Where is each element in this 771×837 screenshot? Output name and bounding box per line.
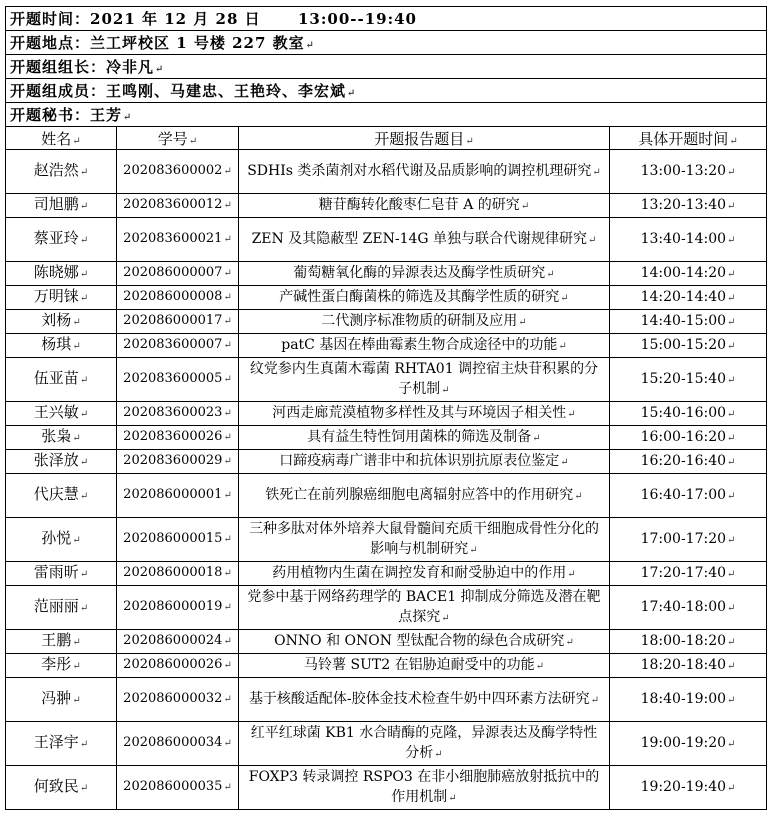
time-info bbox=[6, 7, 767, 31]
student-id-cell: 202086000034↵ bbox=[117, 722, 239, 766]
report-title-cell: ONNO 和 ONON 型钛配合物的绿色合成研究↵ bbox=[239, 630, 610, 654]
schedule-table bbox=[5, 6, 767, 810]
table-row bbox=[6, 678, 767, 722]
report-title-cell: SDHIs 类杀菌剂对水稻代谢及品质影响的调控机理研究↵ bbox=[239, 150, 610, 194]
table-row bbox=[6, 450, 767, 474]
schedule-rows bbox=[6, 150, 767, 810]
student-id-cell: 202086000024↵ bbox=[117, 630, 239, 654]
presentation-time-cell: 14:00-14:20↵ bbox=[610, 262, 767, 286]
members-label: 开题组成员： bbox=[10, 82, 107, 100]
student-id-cell: 202086000032↵ bbox=[117, 678, 239, 722]
table-row bbox=[6, 562, 767, 586]
student-name-cell: 刘杨↵ bbox=[6, 310, 117, 334]
table-row bbox=[6, 766, 767, 810]
report-title-cell: ZEN 及其隐蔽型 ZEN-14G 单独与联合代谢规律研究↵ bbox=[239, 218, 610, 262]
student-name-cell: 孙悦↵ bbox=[6, 518, 117, 562]
presentation-time-cell: 15:00-15:20↵ bbox=[610, 334, 767, 358]
student-id-cell: 202083600012↵ bbox=[117, 194, 239, 218]
student-id-cell: 202083600005↵ bbox=[117, 358, 239, 402]
student-name-cell: 雷雨昕↵ bbox=[6, 562, 117, 586]
table-row bbox=[6, 286, 767, 310]
report-title-cell: FOXP3 转录调控 RSPO3 在非小细胞肺癌放射抵抗中的作用机制↵ bbox=[239, 766, 610, 810]
secretary-info: 开题秘书：王芳↵ bbox=[6, 103, 767, 127]
presentation-time-cell: 18:40-19:00↵ bbox=[610, 678, 767, 722]
leader-label: 开题组组长： bbox=[10, 58, 107, 76]
presentation-time-cell: 18:20-18:40↵ bbox=[610, 654, 767, 678]
report-title-cell: 党参中基于网络药理学的 BACE1 抑制成分筛选及潜在靶点探究↵ bbox=[239, 586, 610, 630]
time-range-value: 13:00--19:40 bbox=[297, 10, 417, 28]
report-title-cell: 产碱性蛋白酶菌株的筛选及其酶学性质的研究↵ bbox=[239, 286, 610, 310]
report-title-cell: 河西走廊荒漠植物多样性及其与环境因子相关性↵ bbox=[239, 402, 610, 426]
presentation-time-cell: 13:20-13:40↵ bbox=[610, 194, 767, 218]
student-name-cell: 司旭鹏↵ bbox=[6, 194, 117, 218]
student-id-cell: 202083600002↵ bbox=[117, 150, 239, 194]
leader-info-row bbox=[6, 55, 767, 79]
time-label: 开题时间： bbox=[10, 10, 91, 28]
table-row bbox=[6, 262, 767, 286]
table-row bbox=[6, 586, 767, 630]
student-id-cell: 202086000026↵ bbox=[117, 654, 239, 678]
student-name-cell: 王泽宇↵ bbox=[6, 722, 117, 766]
student-name-cell: 李彤↵ bbox=[6, 654, 117, 678]
table-row bbox=[6, 518, 767, 562]
column-header-time: 具体开题时间↵ bbox=[610, 127, 767, 150]
table-row bbox=[6, 474, 767, 518]
table-row bbox=[6, 218, 767, 262]
table-row bbox=[6, 358, 767, 402]
student-id-cell: 202086000018↵ bbox=[117, 562, 239, 586]
presentation-time-cell: 13:40-14:00↵ bbox=[610, 218, 767, 262]
table-row bbox=[6, 334, 767, 358]
student-id-cell: 202086000001↵ bbox=[117, 474, 239, 518]
student-id-cell: 202083600023↵ bbox=[117, 402, 239, 426]
table-row bbox=[6, 310, 767, 334]
column-header-title: 开题报告题目↵ bbox=[239, 127, 610, 150]
presentation-time-cell: 15:20-15:40↵ bbox=[610, 358, 767, 402]
table-row bbox=[6, 630, 767, 654]
student-name-cell: 何致民↵ bbox=[6, 766, 117, 810]
report-title-cell: 葡萄糖氧化酶的异源表达及酶学性质研究↵ bbox=[239, 262, 610, 286]
place-value: 兰工坪校区 1 号楼 227 教室 bbox=[90, 34, 305, 52]
presentation-time-cell: 14:40-15:00↵ bbox=[610, 310, 767, 334]
presentation-time-cell: 17:00-17:20↵ bbox=[610, 518, 767, 562]
presentation-time-cell: 16:20-16:40↵ bbox=[610, 450, 767, 474]
table-row bbox=[6, 194, 767, 218]
table-row bbox=[6, 722, 767, 766]
secretary-info-row bbox=[6, 103, 767, 127]
student-id-cell: 202086000007↵ bbox=[117, 262, 239, 286]
report-title-cell: 具有益生特性饲用菌株的筛选及制备↵ bbox=[239, 426, 610, 450]
presentation-time-cell: 19:20-19:40↵ bbox=[610, 766, 767, 810]
student-id-cell: 202083600007↵ bbox=[117, 334, 239, 358]
leader-value: 冷非凡 bbox=[106, 58, 155, 76]
student-name-cell: 王兴敏↵ bbox=[6, 402, 117, 426]
student-name-cell: 赵浩然↵ bbox=[6, 150, 117, 194]
student-name-cell: 冯翀↵ bbox=[6, 678, 117, 722]
student-id-cell: 202086000015↵ bbox=[117, 518, 239, 562]
report-title-cell: 口蹄疫病毒广谱非中和抗体识别抗原表位鉴定↵ bbox=[239, 450, 610, 474]
secretary-label: 开题秘书： bbox=[10, 106, 91, 124]
student-name-cell: 陈晓娜↵ bbox=[6, 262, 117, 286]
leader-info: 开题组组长：冷非凡↵ bbox=[6, 55, 767, 79]
student-id-cell: 202083600029↵ bbox=[117, 450, 239, 474]
members-info: 开题组成员：王鸣刚、马建忠、王艳玲、李宏斌↵ bbox=[6, 79, 767, 103]
time-info-row bbox=[6, 7, 767, 31]
report-title-cell: 糖苷酶转化酸枣仁皂苷 A 的研究↵ bbox=[239, 194, 610, 218]
table-row bbox=[6, 402, 767, 426]
place-info-row bbox=[6, 31, 767, 55]
student-id-cell: 202086000019↵ bbox=[117, 586, 239, 630]
report-title-cell: 铁死亡在前列腺癌细胞电离辐射应答中的作用研究↵ bbox=[239, 474, 610, 518]
column-header-row bbox=[6, 127, 767, 150]
report-title-cell: 基于核酸适配体-胶体金技术检查牛奶中四环素方法研究↵ bbox=[239, 678, 610, 722]
student-name-cell: 万明铼↵ bbox=[6, 286, 117, 310]
student-id-cell: 202086000035↵ bbox=[117, 766, 239, 810]
table-row bbox=[6, 150, 767, 194]
table-row bbox=[6, 426, 767, 450]
presentation-time-cell: 19:00-19:20↵ bbox=[610, 722, 767, 766]
column-header-id: 学号↵ bbox=[117, 127, 239, 150]
table-row bbox=[6, 654, 767, 678]
report-title-cell: 纹党参内生真菌木霉菌 RHTA01 调控宿主炔苷积累的分子机制↵ bbox=[239, 358, 610, 402]
report-title-cell: 红平红球菌 KB1 水合睛酶的克隆，异源表达及酶学特性分析↵ bbox=[239, 722, 610, 766]
student-name-cell: 范丽丽↵ bbox=[6, 586, 117, 630]
report-title-cell: 药用植物内生菌在调控发育和耐受胁迫中的作用↵ bbox=[239, 562, 610, 586]
presentation-time-cell: 16:00-16:20↵ bbox=[610, 426, 767, 450]
presentation-time-cell: 17:40-18:00↵ bbox=[610, 586, 767, 630]
report-title-cell: 马铃薯 SUT2 在铝胁迫耐受中的功能↵ bbox=[239, 654, 610, 678]
student-name-cell: 张泽放↵ bbox=[6, 450, 117, 474]
column-header-name: 姓名↵ bbox=[6, 127, 117, 150]
date-value: 2021 年 12 月 28 日 bbox=[90, 10, 261, 28]
student-id-cell: 202086000017↵ bbox=[117, 310, 239, 334]
student-id-cell: 202086000008↵ bbox=[117, 286, 239, 310]
members-value: 王鸣刚、马建忠、王艳玲、李宏斌 bbox=[106, 82, 347, 100]
place-label: 开题地点： bbox=[10, 34, 91, 52]
presentation-time-cell: 17:20-17:40↵ bbox=[610, 562, 767, 586]
report-title-cell: 二代测序标准物质的研制及应用↵ bbox=[239, 310, 610, 334]
presentation-time-cell: 18:00-18:20↵ bbox=[610, 630, 767, 654]
presentation-time-cell: 13:00-13:20↵ bbox=[610, 150, 767, 194]
student-id-cell: 202083600021↵ bbox=[117, 218, 239, 262]
presentation-time-cell: 16:40-17:00↵ bbox=[610, 474, 767, 518]
student-name-cell: 杨琪↵ bbox=[6, 334, 117, 358]
student-name-cell: 伍亚苗↵ bbox=[6, 358, 117, 402]
report-title-cell: 三种多肽对体外培养大鼠骨髓间充质干细胞成骨性分化的影响与机制研究↵ bbox=[239, 518, 610, 562]
student-name-cell: 张枭↵ bbox=[6, 426, 117, 450]
student-id-cell: 202083600026↵ bbox=[117, 426, 239, 450]
members-info-row bbox=[6, 79, 767, 103]
place-info: 开题地点：兰工坪校区 1 号楼 227 教室↵ bbox=[6, 31, 767, 55]
presentation-time-cell: 14:20-14:40↵ bbox=[610, 286, 767, 310]
student-name-cell: 蔡亚玲↵ bbox=[6, 218, 117, 262]
report-title-cell: patC 基因在棒曲霉素生物合成途径中的功能↵ bbox=[239, 334, 610, 358]
secretary-value: 王芳 bbox=[90, 106, 123, 124]
student-name-cell: 王鹏↵ bbox=[6, 630, 117, 654]
student-name-cell: 代庆慧↵ bbox=[6, 474, 117, 518]
presentation-time-cell: 15:40-16:00↵ bbox=[610, 402, 767, 426]
